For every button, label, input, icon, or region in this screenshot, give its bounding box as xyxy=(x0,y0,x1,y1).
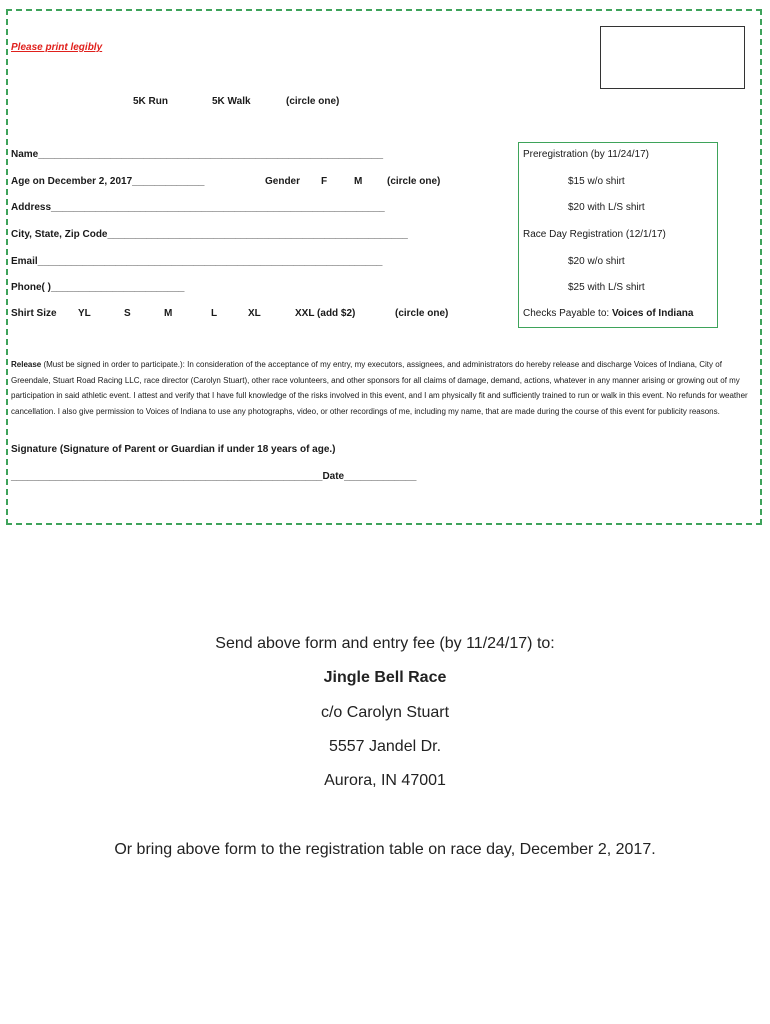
age-field[interactable]: Age on December 2, 2017_____________ xyxy=(11,176,205,187)
race-circle-one-note: (circle one) xyxy=(286,96,340,107)
race-option-5k-run[interactable]: 5K Run xyxy=(133,96,168,107)
release-label: Release xyxy=(11,360,42,369)
raceday-no-shirt-fee: $20 w/o shirt xyxy=(568,256,625,267)
race-option-5k-walk[interactable]: 5K Walk xyxy=(212,96,251,107)
gender-option-f[interactable]: F xyxy=(321,176,328,187)
mailing-street: 5557 Jandel Dr. xyxy=(328,738,442,755)
shirt-option-xl[interactable]: XL xyxy=(248,308,261,319)
mailing-name: Jingle Bell Race xyxy=(323,669,447,686)
checks-payable-line xyxy=(523,308,693,319)
mailing-alternative: Or bring above form to the registration table on race day, December 2, 2017. xyxy=(114,841,656,858)
race-day-registration-title: Race Day Registration (12/1/17) xyxy=(523,229,666,240)
shirt-option-s[interactable]: S xyxy=(124,308,131,319)
gender-option-m[interactable]: M xyxy=(354,176,363,187)
mailing-intro: Send above form and entry fee (by 11/24/17) to: xyxy=(215,635,555,652)
shirt-circle-one-note: (circle one) xyxy=(395,308,449,319)
mailing-city: Aurora, IN 47001 xyxy=(324,772,446,789)
phone-field[interactable]: Phone( )________________________ xyxy=(11,282,185,293)
prereg-shirt-fee: $20 with L/S shirt xyxy=(568,202,645,213)
mailing-care-of: c/o Carolyn Stuart xyxy=(320,704,450,721)
shirt-option-xxl[interactable]: XXL (add $2) xyxy=(295,308,356,319)
prereg-no-shirt-fee: $15 w/o shirt xyxy=(568,176,625,187)
bib-number-box xyxy=(600,26,745,89)
preregistration-title: Preregistration (by 11/24/17) xyxy=(523,149,649,160)
gender-circle-one-note: (circle one) xyxy=(387,176,441,187)
shirt-size-label: Shirt Size xyxy=(11,308,57,319)
city-state-zip-field[interactable]: City, State, Zip Code______________________________________________________ xyxy=(11,229,408,240)
shirt-option-yl[interactable]: YL xyxy=(78,308,91,319)
print-legibly-note: Please print legibly xyxy=(11,42,103,53)
gender-label: Gender xyxy=(265,176,301,187)
raceday-shirt-fee: $25 with L/S shirt xyxy=(568,282,645,293)
address-field[interactable]: Address____________________________________________________________ xyxy=(11,202,385,213)
checks-payee: Voices of Indiana xyxy=(611,308,694,319)
signature-label: Signature (Signature of Parent or Guardian if under 18 years of age.) xyxy=(11,444,336,455)
name-field[interactable]: Name______________________________________________________________ xyxy=(11,149,384,160)
email-field[interactable]: Email______________________________________________________________ xyxy=(11,256,383,267)
signature-date-line[interactable]: ________________________________________________________Date_____________ xyxy=(11,471,417,482)
shirt-option-m[interactable]: M xyxy=(164,308,173,319)
checks-payable-label: Checks Payable to: xyxy=(523,308,612,319)
release-waiver xyxy=(11,357,759,419)
shirt-option-l[interactable]: L xyxy=(211,308,218,319)
release-text: (Must be signed in order to participate.): In consideration of the acceptance of my entry, my executors, assignees, and administrators do hereby release and discharge Voices of Indiana, City of Greendale, Stuart Road Racing LLC, race director (Carolyn Stuart), other race volunteers, and other sponsors for all claims of damage, demand, actions, whatever in any manner arising or growing out of my participation in said athletic event. I attest and verify that I have full knowledge of the risks involved in this event, and I am physically fit and sufficiently trained to run or walk in this event. No refunds for weather cancellation. I also give permission to Voices of Indiana to use any photographs, video, or other recordings of me, including my name, that are made during the course of this event for publicity reasons. xyxy=(11,360,748,416)
